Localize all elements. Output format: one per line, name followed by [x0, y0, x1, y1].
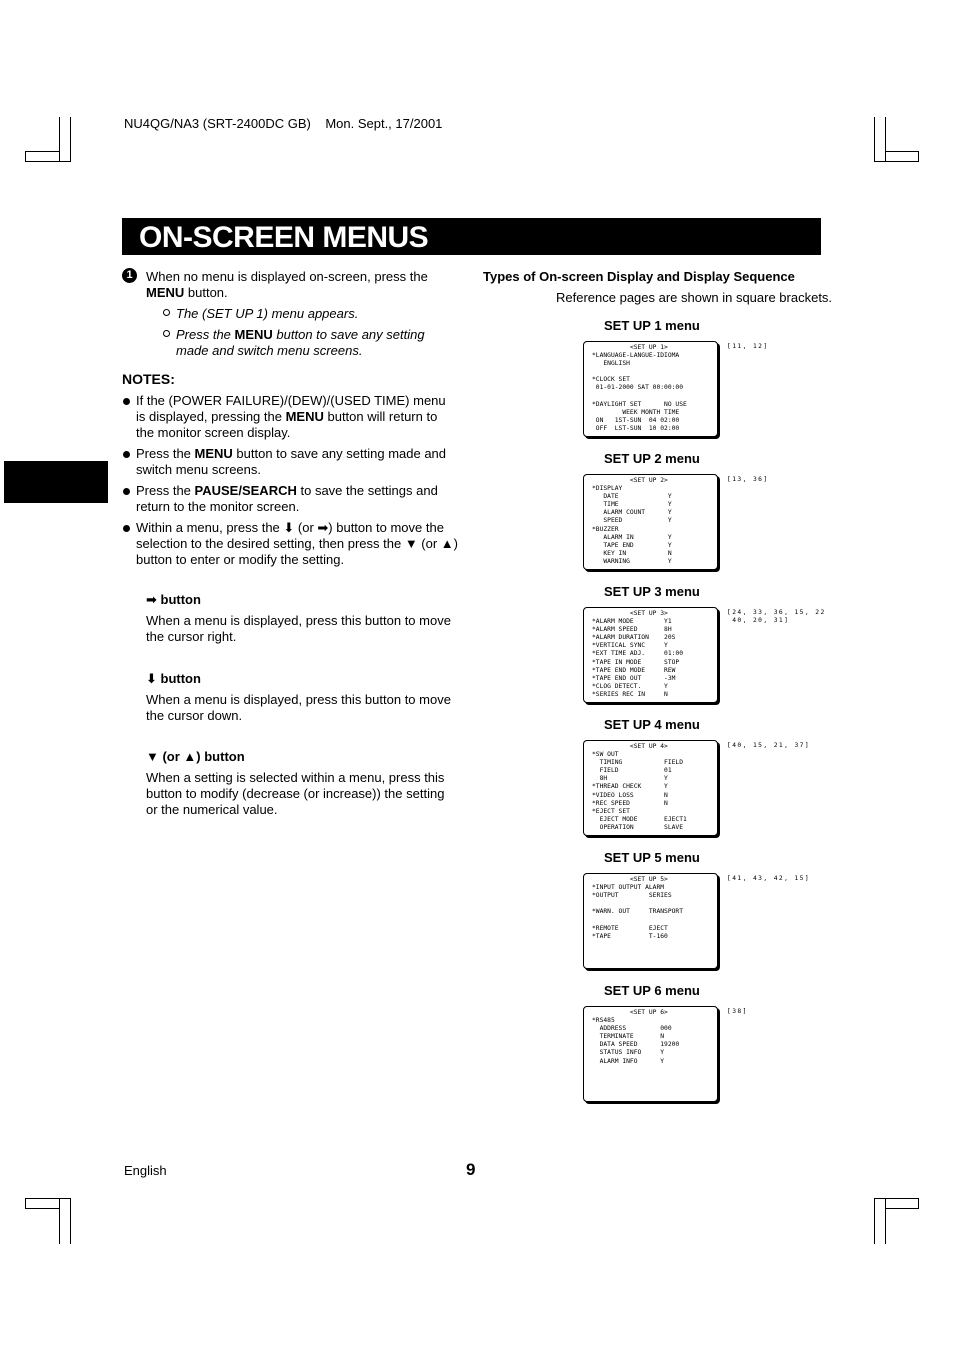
- crop-mark: [885, 1198, 919, 1209]
- menu-screen-line: *LANGUAGE-LANGUE-IDIOMA: [592, 352, 680, 360]
- menu-screen-line: *DAYLIGHT SET NO USE: [592, 400, 687, 408]
- circle-bullet-icon: [163, 309, 170, 316]
- note-line: button will return to: [323, 409, 438, 424]
- note-line: the monitor screen display.: [136, 425, 291, 440]
- note-line: to save the settings and: [296, 483, 438, 498]
- sub-item-text: made and switch menu screens.: [176, 343, 363, 358]
- description-line: button to modify (decrease (or increase)) the setting: [146, 786, 445, 801]
- menu-screen-line: *VERTICAL SYNC Y: [592, 642, 668, 650]
- menu-screen-line: *REMOTE EJECT: [592, 924, 668, 932]
- note-line: is displayed, pressing the: [136, 409, 286, 424]
- menu-screen-line: <SET UP 6>: [592, 1009, 668, 1016]
- note-line: Press the: [136, 446, 195, 461]
- menu-screen-line: *SERIES REC IN N: [592, 690, 668, 698]
- step-1-line: When no menu is displayed on-screen, press the: [146, 269, 428, 284]
- note-line: If the (POWER FAILURE)/(DEW)/(USED TIME) menu: [136, 393, 446, 408]
- menu-screen-line: TIME Y: [592, 501, 672, 509]
- circle-bullet-icon: [163, 330, 170, 337]
- menu-screen-line: *CLOG DETECT. Y: [592, 682, 668, 690]
- reference-note: Reference pages are shown in square brackets.: [556, 290, 833, 305]
- menu-screen: [583, 1006, 718, 1102]
- menu-screen-line: [592, 1090, 717, 1098]
- reference-pages: [38]: [727, 1008, 748, 1015]
- menu-screen-line: [592, 1074, 717, 1082]
- menu-screen-line: TERMINATE N: [592, 1033, 665, 1041]
- menu-screen-line: [592, 957, 717, 965]
- menu-screen-line: *EXT TIME ADJ. 01:00: [592, 650, 683, 658]
- menu-screen-line: *EJECT SET: [592, 807, 630, 815]
- menu-screen-line: <SET UP 2>: [592, 477, 668, 484]
- menu-screen: [583, 607, 718, 703]
- menu-keyword: MENU: [234, 327, 273, 342]
- menu-screen-line: [592, 368, 717, 376]
- menu-screen-line: [592, 949, 717, 957]
- note-line: return to the monitor screen.: [136, 499, 300, 514]
- note-item: [122, 446, 467, 478]
- menu-screen-line: *BUZZER: [592, 525, 619, 533]
- menu-screen-line: TAPE END Y: [592, 541, 672, 549]
- updown-button-description: [146, 770, 466, 818]
- menu-screen-line: *TAPE IN MODE STOP: [592, 658, 680, 666]
- sub-item-text: Press the: [176, 327, 235, 342]
- reference-pages: [40, 15, 21, 37]: [727, 742, 811, 749]
- menu-screen-line: KEY IN N: [592, 549, 672, 557]
- step-1-line: button.: [184, 285, 228, 300]
- menu-screen-line: DATE Y: [592, 493, 672, 501]
- menu-screen-line: TIMING FIELD: [592, 759, 683, 767]
- menu-screen-line: SPEED Y: [592, 517, 672, 525]
- menu-screen-line: OPERATION SLAVE: [592, 823, 683, 831]
- down-button-description: [146, 692, 466, 724]
- description-line: When a setting is selected within a menu, press this: [146, 770, 445, 785]
- menu-screen-line: *ALARM SPEED 8H: [592, 626, 672, 634]
- menu-screen-line: *THREAD CHECK Y: [592, 783, 668, 791]
- description-line: or the numerical value.: [146, 802, 278, 817]
- sub-item-text: The (SET UP 1) menu appears.: [176, 306, 359, 321]
- menu-screen-line: *TAPE END OUT -3M: [592, 674, 676, 682]
- note-line: Within a menu, press the ⬇ (or ➡) button to move the: [136, 520, 444, 535]
- crop-mark: [59, 117, 71, 162]
- menu-screen-line: ADDRESS 000: [592, 1025, 672, 1033]
- menu-screen-line: *INPUT OUTPUT ALARM: [592, 884, 665, 892]
- section-tab: [4, 461, 108, 503]
- description-line: When a menu is displayed, press this button to move: [146, 692, 451, 707]
- menu-screen-line: ON 1ST-SUN 04 02:00: [592, 416, 680, 424]
- step-1-subitems: [163, 306, 463, 359]
- crop-mark: [25, 1198, 60, 1209]
- menu-title: SET UP 1 menu: [604, 318, 700, 333]
- menu-title: SET UP 2 menu: [604, 451, 700, 466]
- menu-screen-line: <SET UP 3>: [592, 610, 668, 617]
- bullet-icon: [123, 398, 130, 405]
- right-button-heading: ➡ button: [146, 592, 201, 607]
- menu-screen-line: [592, 1066, 717, 1074]
- reference-pages: [13, 36]: [727, 476, 769, 483]
- menu-screen-line: ALARM COUNT Y: [592, 509, 672, 517]
- menu-screen-line: *TAPE T-160: [592, 932, 668, 940]
- right-button-description: [146, 613, 466, 645]
- reference-pages: [41, 43, 42, 15]: [727, 875, 811, 882]
- menu-title: SET UP 5 menu: [604, 850, 700, 865]
- menu-screen-line: DATA SPEED 19200: [592, 1041, 680, 1049]
- menu-screen-line: *CLOCK SET: [592, 376, 630, 384]
- menu-screen-line: ALARM IN Y: [592, 533, 672, 541]
- menu-screen-line: [592, 393, 717, 401]
- menu-keyword: MENU: [194, 446, 233, 461]
- crop-mark: [59, 1198, 71, 1244]
- display-types-heading: Types of On-screen Display and Display Sequence: [483, 269, 795, 284]
- menu-screen-line: *OUTPUT SERIES: [592, 892, 672, 900]
- document-reference: NU4QG/NA3 (SRT-2400DC GB) Mon. Sept., 17/2001: [124, 116, 443, 131]
- menu-screen-line: EJECT MODE EJECT1: [592, 815, 687, 823]
- updown-button-heading: ▼ (or ▲) button: [146, 749, 245, 764]
- menu-screen-line: *ALARM MODE Y1: [592, 618, 672, 626]
- crop-mark: [25, 151, 60, 162]
- pause-search-keyword: PAUSE/SEARCH: [194, 483, 297, 498]
- reference-pages: [24, 33, 36, 15, 22 40, 20, 31]: [727, 609, 826, 625]
- step-1-text: [146, 269, 466, 301]
- note-item: [122, 483, 467, 515]
- menu-title: SET UP 3 menu: [604, 584, 700, 599]
- description-line: the cursor down.: [146, 708, 243, 723]
- note-line: button to save any setting made and: [232, 446, 447, 461]
- crop-mark: [885, 151, 919, 162]
- menu-screen-line: [592, 941, 717, 949]
- note-line: Press the: [136, 483, 195, 498]
- menu-screen-line: *REC SPEED N: [592, 799, 668, 807]
- menu-screen-line: *WARN. OUT TRANSPORT: [592, 908, 683, 916]
- bullet-icon: [123, 525, 130, 532]
- menu-screen-line: <SET UP 1>: [592, 344, 668, 351]
- menu-screen-line: ENGLISH: [592, 360, 630, 368]
- menu-screen: [583, 341, 718, 437]
- note-item: [122, 520, 467, 568]
- page-number: 9: [466, 1160, 476, 1179]
- title-bar: [122, 218, 821, 255]
- reference-pages: [11, 12]: [727, 343, 769, 350]
- menu-screen-line: *RS485: [592, 1017, 615, 1025]
- menu-keyword: MENU: [146, 285, 185, 300]
- menu-screen-line: WARNING Y: [592, 557, 672, 565]
- note-line: switch menu screens.: [136, 462, 261, 477]
- menu-screen-line: <SET UP 5>: [592, 876, 668, 883]
- notes-heading: NOTES:: [122, 371, 175, 387]
- down-button-heading: ⬇ button: [146, 671, 201, 686]
- menu-screen-line: *SW OUT: [592, 751, 619, 759]
- description-line: the cursor right.: [146, 629, 237, 644]
- menu-screen-line: STATUS INFO Y: [592, 1049, 665, 1057]
- step-number-badge: 1: [122, 268, 137, 283]
- menu-screen-line: [592, 916, 717, 924]
- menu-screen-line: *ALARM DURATION 20S: [592, 634, 676, 642]
- menu-screen-line: WEEK MONTH TIME: [592, 408, 680, 416]
- menu-screen: [583, 873, 718, 969]
- menu-screen-line: *VIDEO LOSS N: [592, 791, 668, 799]
- note-line: button to enter or modify the setting.: [136, 552, 345, 567]
- menu-screen-line: *DISPLAY: [592, 485, 623, 493]
- page-title: ON-SCREEN MENUS: [139, 221, 429, 254]
- menu-screen-line: OFF LST-SUN 10 02:00: [592, 424, 680, 432]
- bullet-icon: [123, 488, 130, 495]
- menu-title: SET UP 6 menu: [604, 983, 700, 998]
- menu-screen-line: 01-01-2000 SAT 00:00:00: [592, 384, 683, 392]
- description-line: When a menu is displayed, press this button to move: [146, 613, 451, 628]
- bullet-icon: [123, 451, 130, 458]
- menu-screen: [583, 740, 718, 836]
- note-line: selection to the desired setting, then press the ▼ (or ▲): [136, 536, 459, 551]
- menu-screen-line: ALARM INFO Y: [592, 1057, 665, 1065]
- sub-item-text: button to save any setting: [272, 327, 425, 342]
- menu-keyword: MENU: [285, 409, 324, 424]
- menu-screen-line: <SET UP 4>: [592, 743, 668, 750]
- menu-screen-line: 8H Y: [592, 775, 668, 783]
- menu-screen-line: *TAPE END MODE REW: [592, 666, 676, 674]
- menu-screen-line: [592, 1082, 717, 1090]
- menu-title: SET UP 4 menu: [604, 717, 700, 732]
- note-item: [122, 393, 467, 441]
- menu-screen-line: FIELD 01: [592, 767, 672, 775]
- menu-screen: [583, 474, 718, 570]
- footer-language: English: [124, 1163, 167, 1178]
- menu-screen-line: [592, 900, 717, 908]
- notes-list: [122, 393, 467, 568]
